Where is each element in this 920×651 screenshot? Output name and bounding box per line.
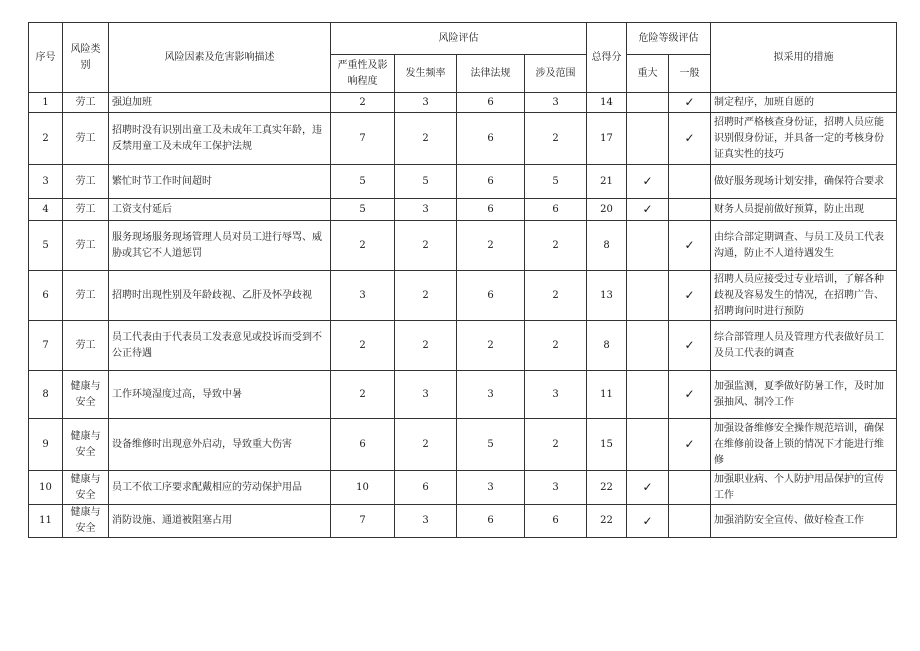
table-row — [29, 471, 897, 505]
row-law: 6 — [457, 113, 525, 165]
row-measures: 招聘人员应接受过专业培训，了解各种歧视及容易发生的情况，在招聘广告、招聘询问时进行预防 — [711, 271, 897, 321]
row-scope: 3 — [525, 371, 587, 419]
row-frequency: 2 — [395, 271, 457, 321]
row-scope: 3 — [525, 93, 587, 113]
row-measures: 综合部管理人员及管理方代表做好员工及员工代表的调查 — [711, 321, 897, 371]
row-total: 22 — [587, 505, 627, 538]
row-factor: 工作环境湿度过高，导致中暑 — [109, 371, 331, 419]
row-total: 14 — [587, 93, 627, 113]
row-major-check — [627, 113, 669, 165]
row-major-check — [627, 271, 669, 321]
row-severity: 5 — [331, 199, 395, 221]
row-law: 6 — [457, 271, 525, 321]
row-normal-check — [669, 199, 711, 221]
row-frequency: 2 — [395, 221, 457, 271]
risk-assessment-table — [28, 22, 897, 538]
row-factor: 员工不依工序要求配戴相应的劳动保护用品 — [109, 471, 331, 505]
row-scope: 2 — [525, 321, 587, 371]
row-total: 11 — [587, 371, 627, 419]
row-normal-check: ✓ — [669, 321, 711, 371]
row-seq: 6 — [29, 271, 63, 321]
row-major-check: ✓ — [627, 471, 669, 505]
row-frequency: 2 — [395, 321, 457, 371]
row-measures: 由综合部定期调查、与员工及员工代表沟通，防止不人道待遇发生 — [711, 221, 897, 271]
row-law: 5 — [457, 419, 525, 471]
row-total: 15 — [587, 419, 627, 471]
row-factor: 招聘时没有识别出童工及未成年工真实年龄，违反禁用童工及未成年工保护法规 — [109, 113, 331, 165]
row-measures: 制定程序，加班自愿的 — [711, 93, 897, 113]
row-frequency: 3 — [395, 93, 457, 113]
row-major-check — [627, 93, 669, 113]
header-major: 重大 — [627, 55, 669, 93]
row-scope: 3 — [525, 471, 587, 505]
row-total: 13 — [587, 271, 627, 321]
row-category: 劳工 — [63, 221, 109, 271]
row-law: 6 — [457, 165, 525, 199]
header-category: 风险类别 — [63, 23, 109, 93]
row-severity: 2 — [331, 93, 395, 113]
row-seq: 11 — [29, 505, 63, 538]
row-normal-check: ✓ — [669, 271, 711, 321]
table-row — [29, 505, 897, 538]
row-total: 21 — [587, 165, 627, 199]
row-category: 劳工 — [63, 321, 109, 371]
row-severity: 5 — [331, 165, 395, 199]
row-frequency: 3 — [395, 199, 457, 221]
row-seq: 2 — [29, 113, 63, 165]
row-frequency: 5 — [395, 165, 457, 199]
table-row — [29, 221, 897, 271]
row-total: 17 — [587, 113, 627, 165]
row-severity: 2 — [331, 371, 395, 419]
row-scope: 6 — [525, 199, 587, 221]
row-frequency: 6 — [395, 471, 457, 505]
row-normal-check — [669, 165, 711, 199]
row-category: 劳工 — [63, 93, 109, 113]
row-normal-check: ✓ — [669, 419, 711, 471]
header-factor: 风险因素及危害影响描述 — [109, 23, 331, 93]
row-category: 劳工 — [63, 113, 109, 165]
row-severity: 6 — [331, 419, 395, 471]
row-measures: 招聘时严格核查身份证，招聘人员应能识别假身份证，并具备一定的考核身份证真实性的技巧 — [711, 113, 897, 165]
row-seq: 7 — [29, 321, 63, 371]
row-factor: 繁忙时节工作时间超时 — [109, 165, 331, 199]
row-severity: 3 — [331, 271, 395, 321]
row-factor: 服务现场服务现场管理人员对员工进行辱骂、威胁或其它不人道惩罚 — [109, 221, 331, 271]
header-law: 法律法规 — [457, 55, 525, 93]
row-severity: 10 — [331, 471, 395, 505]
table-row — [29, 321, 897, 371]
row-scope: 6 — [525, 505, 587, 538]
row-category: 健康与安全 — [63, 371, 109, 419]
header-row-1 — [29, 23, 897, 55]
row-law: 6 — [457, 199, 525, 221]
row-measures: 加强消防安全宣传、做好检查工作 — [711, 505, 897, 538]
row-seq: 5 — [29, 221, 63, 271]
row-law: 3 — [457, 471, 525, 505]
row-factor: 员工代表由于代表员工发表意见或投诉而受到不公正待遇 — [109, 321, 331, 371]
row-normal-check: ✓ — [669, 113, 711, 165]
table-body — [29, 93, 897, 538]
row-severity: 7 — [331, 505, 395, 538]
table-row — [29, 371, 897, 419]
row-major-check: ✓ — [627, 165, 669, 199]
table-row — [29, 113, 897, 165]
header-frequency: 发生频率 — [395, 55, 457, 93]
row-category: 健康与安全 — [63, 471, 109, 505]
row-measures: 加强职业病、个人防护用品保护的宣传工作 — [711, 471, 897, 505]
row-normal-check — [669, 505, 711, 538]
row-major-check: ✓ — [627, 199, 669, 221]
row-measures: 加强设备维修安全操作规范培训，确保在维修前设备上锁的情况下才能进行维修 — [711, 419, 897, 471]
row-category: 劳工 — [63, 199, 109, 221]
row-measures: 加强监测，夏季做好防暑工作，及时加强抽风、制冷工作 — [711, 371, 897, 419]
row-seq: 8 — [29, 371, 63, 419]
table-row — [29, 419, 897, 471]
row-normal-check: ✓ — [669, 221, 711, 271]
header-normal: 一般 — [669, 55, 711, 93]
row-severity: 2 — [331, 221, 395, 271]
row-total: 8 — [587, 221, 627, 271]
row-normal-check: ✓ — [669, 371, 711, 419]
row-total: 20 — [587, 199, 627, 221]
row-law: 6 — [457, 93, 525, 113]
header-evaluation: 风险评估 — [331, 23, 587, 55]
row-frequency: 3 — [395, 505, 457, 538]
row-normal-check: ✓ — [669, 93, 711, 113]
row-major-check — [627, 419, 669, 471]
row-severity: 2 — [331, 321, 395, 371]
row-major-check — [627, 371, 669, 419]
row-factor: 招聘时出现性别及年龄歧视、乙肝及怀孕歧视 — [109, 271, 331, 321]
row-scope: 5 — [525, 165, 587, 199]
table-row — [29, 93, 897, 113]
row-category: 劳工 — [63, 165, 109, 199]
header-seq: 序号 — [29, 23, 63, 93]
header-total: 总得分 — [587, 23, 627, 93]
row-scope: 2 — [525, 221, 587, 271]
header-level: 危险等级评估 — [627, 23, 711, 55]
row-factor: 强迫加班 — [109, 93, 331, 113]
row-frequency: 2 — [395, 419, 457, 471]
row-category: 健康与安全 — [63, 505, 109, 538]
row-seq: 9 — [29, 419, 63, 471]
row-factor: 设备维修时出现意外启动，导致重大伤害 — [109, 419, 331, 471]
row-scope: 2 — [525, 271, 587, 321]
row-law: 2 — [457, 321, 525, 371]
row-scope: 2 — [525, 113, 587, 165]
row-scope: 2 — [525, 419, 587, 471]
row-total: 22 — [587, 471, 627, 505]
row-seq: 1 — [29, 93, 63, 113]
row-factor: 消防设施、通道被阻塞占用 — [109, 505, 331, 538]
row-seq: 3 — [29, 165, 63, 199]
table-row — [29, 199, 897, 221]
row-category: 劳工 — [63, 271, 109, 321]
header-severity: 严重性及影响程度 — [331, 55, 395, 93]
row-measures: 财务人员提前做好预算，防止出现 — [711, 199, 897, 221]
row-factor: 工资支付延后 — [109, 199, 331, 221]
table-row — [29, 271, 897, 321]
row-major-check — [627, 221, 669, 271]
row-frequency: 2 — [395, 113, 457, 165]
row-major-check — [627, 321, 669, 371]
row-measures: 做好服务现场计划安排，确保符合要求 — [711, 165, 897, 199]
row-frequency: 3 — [395, 371, 457, 419]
row-law: 6 — [457, 505, 525, 538]
row-major-check: ✓ — [627, 505, 669, 538]
row-normal-check — [669, 471, 711, 505]
row-total: 8 — [587, 321, 627, 371]
row-law: 2 — [457, 221, 525, 271]
header-scope: 涉及范围 — [525, 55, 587, 93]
table-row — [29, 165, 897, 199]
row-law: 3 — [457, 371, 525, 419]
row-severity: 7 — [331, 113, 395, 165]
header-measures: 拟采用的措施 — [711, 23, 897, 93]
row-category: 健康与安全 — [63, 419, 109, 471]
row-seq: 10 — [29, 471, 63, 505]
row-seq: 4 — [29, 199, 63, 221]
